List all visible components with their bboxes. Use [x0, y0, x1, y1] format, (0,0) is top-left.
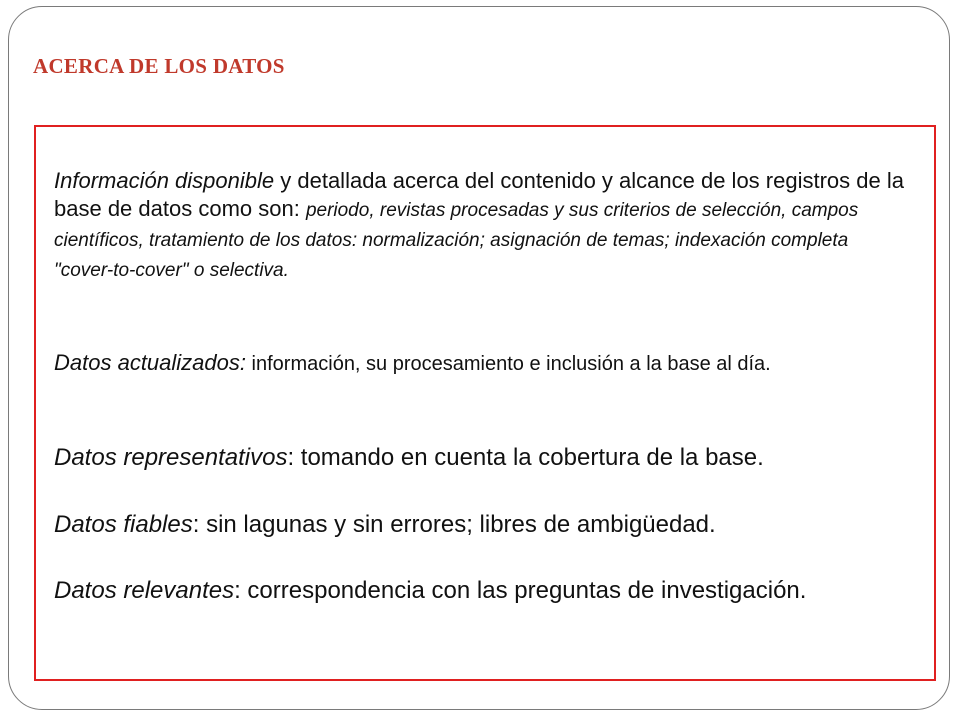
- paragraph-text: información, su procesamiento e inclusión a la base al día.: [246, 353, 771, 375]
- content-box: [34, 125, 936, 681]
- paragraph-informacion-disponible: [54, 167, 914, 285]
- paragraph-label: Datos fiables: [54, 511, 193, 538]
- paragraph-label: Datos actualizados:: [54, 350, 246, 375]
- paragraph-text: : correspondencia con las preguntas de investigación.: [234, 577, 807, 604]
- paragraph-label: Datos relevantes: [54, 577, 235, 604]
- paragraph-label: Información disponible: [54, 168, 275, 193]
- paragraph-text: : sin lagunas y sin errores; libres de ambigüedad.: [192, 511, 716, 538]
- paragraph-text: y detallada acerca del contenido y alcance de los registros de la base de datos como son:: [54, 168, 904, 221]
- slide-title: ACERCA DE LOS DATOS: [33, 54, 285, 78]
- paragraph-datos-actualizados: [54, 349, 914, 378]
- paragraph-text: : tomando en cuenta la cobertura de la base.: [287, 444, 764, 471]
- paragraph-datos-fiables: [54, 510, 914, 540]
- paragraph-datos-relevantes: [54, 576, 914, 606]
- paragraph-label: Datos representativos: [54, 444, 288, 471]
- paragraph-datos-representativos: [54, 443, 914, 473]
- paragraph-detail: periodo, revistas procesadas y sus criterios de selección, campos científicos, tratamiento de los datos: normalización; asignación de temas; indexación completa "cover-to-cover" o selectiva.: [54, 200, 859, 281]
